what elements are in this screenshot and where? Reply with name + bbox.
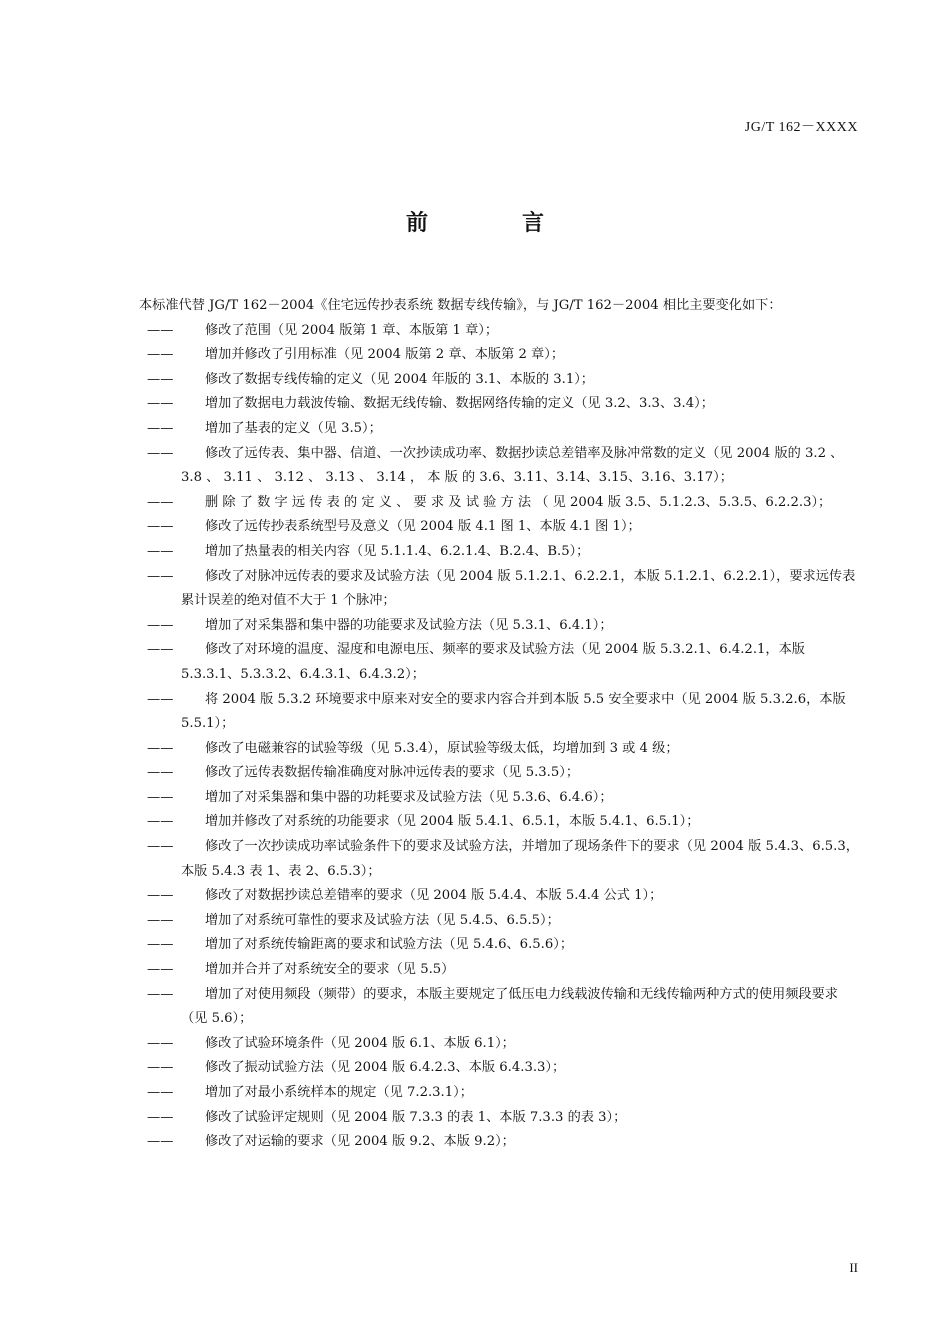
list-dash: ——	[147, 494, 174, 510]
list-item-text: 增加并修改了对系统的功能要求（见 2004 版 5.4.1、6.5.1，本版 5.4.1、6.5.1）；	[205, 814, 700, 830]
list-item	[111, 1106, 859, 1131]
list-item	[111, 442, 859, 491]
list-item	[111, 737, 859, 762]
list-item-text: 修改了远传抄表系统型号及意义（见 2004 版 4.1 图 1、本版 4.1 图 1）；	[205, 519, 641, 535]
list-item	[111, 368, 859, 393]
list-item	[111, 491, 859, 516]
list-dash: ——	[147, 789, 174, 805]
list-item-text: 修改了远传表数据传输准确度对脉冲远传表的要求（见 5.3.5）；	[205, 765, 580, 781]
list-dash: ——	[147, 937, 174, 953]
list-item-text: 修改了范围（见 2004 版第 1 章、本版第 1 章）；	[205, 322, 499, 338]
list-dash: ——	[147, 396, 174, 412]
list-item	[111, 417, 859, 442]
list-item	[111, 392, 859, 417]
list-item-text: 增加了对最小系统样本的规定（见 7.2.3.1）；	[205, 1085, 473, 1100]
list-dash: ——	[147, 1085, 174, 1100]
list-dash: ——	[147, 617, 174, 633]
list-item-text: 修改了数据专线传输的定义（见 2004 年版的 3.1、本版的 3.1）；	[205, 371, 594, 387]
list-dash: ——	[147, 1109, 174, 1125]
list-item	[111, 1081, 859, 1106]
list-dash: ——	[147, 568, 174, 584]
list-item	[111, 1032, 859, 1057]
list-dash: ——	[147, 814, 174, 830]
list-item-text: 删 除 了 数 字 远 传 表 的 定 义 、 要 求 及 试 验 方 法 （ 见 2004 版 3.5、5.1.2.3、5.3.5、6.2.2.3）；	[205, 494, 832, 510]
list-dash: ——	[147, 839, 174, 855]
list-item-text: 增加了对采集器和集中器的功能要求及试验方法（见 5.3.1、6.4.1）；	[205, 617, 613, 633]
list-item	[111, 884, 859, 909]
list-dash: ——	[147, 1060, 174, 1076]
list-item	[111, 810, 859, 835]
list-dash: ——	[147, 519, 174, 535]
list-item-text: 增加了对系统可靠性的要求及试验方法（见 5.4.5、6.5.5）；	[205, 912, 560, 928]
list-item-text: 修改了远传表、集中器、信道、一次抄读成功率、数据抄读总差错率及脉冲常数的定义（见 2004 版的 3.2 、 3.8 、 3.11 、 3.12 、 3.13 、 3.14 ， 本 版 的 3.6、3.11、3.14、3.15、3.16、3.17）；	[181, 445, 844, 486]
list-dash: ——	[147, 445, 174, 461]
list-item-text: 增加了对采集器和集中器的功耗要求及试验方法（见 5.3.6、6.4.6）；	[205, 789, 613, 805]
list-dash: ——	[147, 740, 174, 756]
list-item-text: 修改了振动试验方法（见 2004 版 6.4.2.3、本版 6.4.3.3）；	[205, 1060, 566, 1076]
list-dash: ——	[147, 322, 174, 338]
list-item	[111, 958, 859, 983]
list-dash: ——	[147, 371, 174, 387]
list-item-text: 修改了对数据抄读总差错率的要求（见 2004 版 5.4.4、本版 5.4.4 公式 1）；	[205, 888, 663, 904]
list-item	[111, 786, 859, 811]
list-item	[111, 688, 859, 737]
list-item	[111, 983, 859, 1032]
list-item-text: 增加并合并了对系统安全的要求（见 5.5）	[205, 962, 455, 978]
list-item	[111, 909, 859, 934]
list-dash: ——	[147, 1035, 174, 1051]
page-number: II	[849, 1260, 858, 1275]
list-item	[111, 614, 859, 639]
list-item	[111, 638, 859, 687]
list-dash: ——	[147, 543, 174, 559]
list-item-text: 修改了试验评定规则（见 2004 版 7.3.3 的表 1、本版 7.3.3 的表 3）；	[205, 1109, 627, 1125]
list-item-text: 修改了对运输的要求（见 2004 版 9.2、本版 9.2）；	[205, 1134, 515, 1150]
list-dash: ——	[147, 1134, 174, 1150]
list-dash: ——	[147, 642, 174, 658]
list-dash: ——	[147, 347, 174, 363]
list-item-text: 修改了试验环境条件（见 2004 版 6.1、本版 6.1）；	[205, 1035, 515, 1051]
list-dash: ——	[147, 986, 174, 1002]
list-item	[111, 761, 859, 786]
list-item	[111, 933, 859, 958]
list-item	[111, 1056, 859, 1081]
list-dash: ——	[147, 888, 174, 904]
document-body	[111, 294, 859, 1155]
list-item-text: 增加并修改了引用标准（见 2004 版第 2 章、本版第 2 章）；	[205, 347, 565, 363]
list-dash: ——	[147, 765, 174, 781]
list-dash: ——	[147, 420, 174, 436]
list-item-text: 修改了对环境的温度、湿度和电源电压、频率的要求及试验方法（见 2004 版 5.3.2.1、6.4.2.1，本版 5.3.3.1、5.3.3.2、6.4.3.1、6.4.3.2）；	[181, 642, 805, 682]
list-item	[111, 343, 859, 368]
list-dash: ——	[147, 912, 174, 928]
list-item-text: 修改了一次抄读成功率试验条件下的要求及试验方法，并增加了现场条件下的要求（见 2004 版 5.4.3、6.5.3，本版 5.4.3 表 1、表 2、6.5.3）；	[181, 839, 859, 879]
list-item	[111, 515, 859, 540]
list-dash: ——	[147, 691, 174, 707]
list-item	[111, 540, 859, 565]
list-item-text: 增加了热量表的相关内容（见 5.1.1.4、6.2.1.4、B.2.4、B.5）；	[205, 543, 590, 559]
list-item-text: 增加了数据电力载波传输、数据无线传输、数据网络传输的定义（见 3.2、3.3、3.4）；	[205, 396, 714, 412]
list-dash: ——	[147, 962, 174, 978]
list-item	[111, 565, 859, 614]
change-list	[111, 319, 859, 1155]
list-item-text: 增加了对使用频段（频带）的要求，本版主要规定了低压电力线载波传输和无线传输两种方式的使用频段要求（见 5.6）；	[181, 986, 838, 1027]
list-item	[111, 319, 859, 344]
list-item-text: 修改了电磁兼容的试验等级（见 5.3.4），原试验等级太低，均增加到 3 或 4 级；	[205, 740, 679, 756]
page-title: 前 言	[405, 210, 580, 236]
list-item	[111, 1130, 859, 1155]
list-item-text: 将 2004 版 5.3.2 环境要求中原来对安全的要求内容合并到本版 5.5 安全要求中（见 2004 版 5.3.2.6，本版 5.5.1）；	[181, 691, 846, 732]
list-item-text: 修改了对脉冲远传表的要求及试验方法（见 2004 版 5.1.2.1、6.2.2.1，本版 5.1.2.1、6.2.2.1），要求远传表累计误差的绝对值不大于 1 个脉冲；	[181, 568, 856, 609]
standard-code: JG/T 162－XXXX	[744, 120, 858, 135]
intro-paragraph: 本标准代替 JG/T 162－2004《住宅远传抄表系统 数据专线传输》，与 JG/T 162－2004 相比主要变化如下：	[139, 298, 782, 313]
list-item-text: 增加了对系统传输距离的要求和试验方法（见 5.4.6、6.5.6）；	[205, 937, 574, 953]
list-item-text: 增加了基表的定义（见 3.5）；	[205, 420, 382, 436]
list-item	[111, 835, 859, 884]
